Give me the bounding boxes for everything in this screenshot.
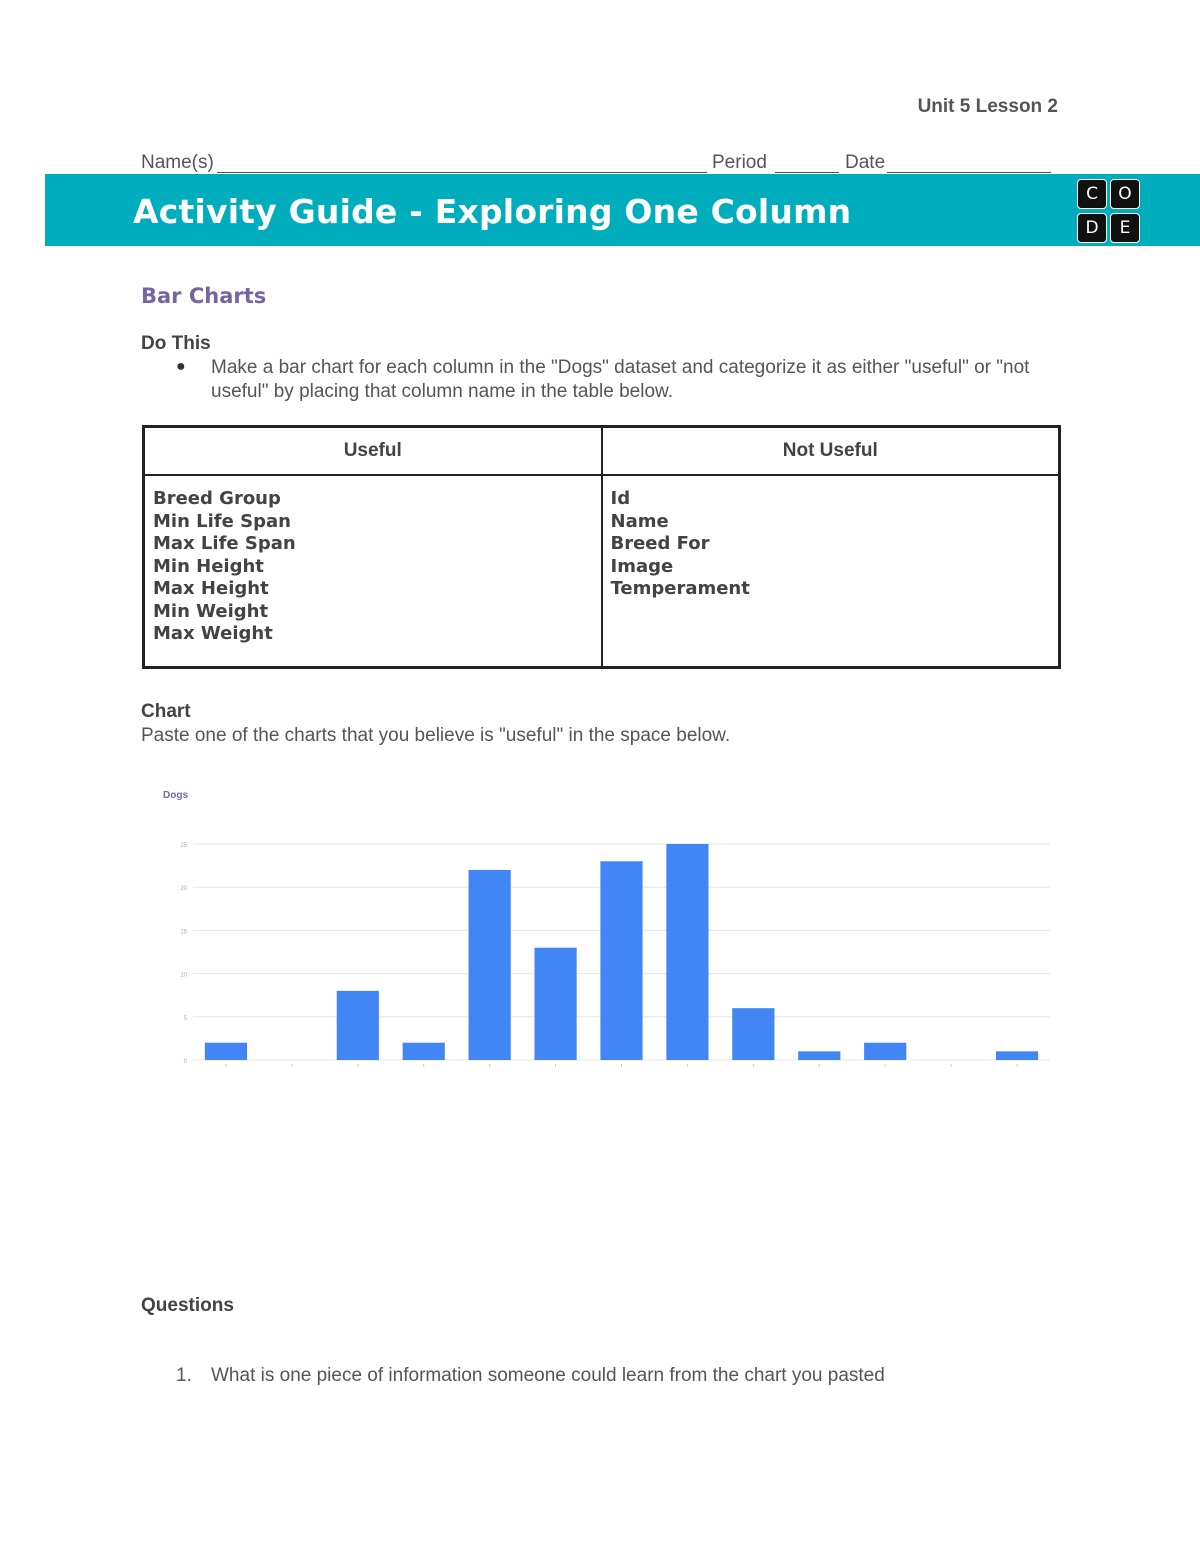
logo-letter: O [1110, 179, 1140, 209]
not-useful-item: Name [610, 510, 669, 532]
y-tick-label: 0 [183, 1059, 187, 1065]
bar [600, 861, 642, 1060]
bar [534, 948, 576, 1060]
question-text: What is one piece of information someone could learn from the chart you pasted [211, 1365, 885, 1386]
logo-letter: C [1077, 179, 1107, 209]
bar [798, 1051, 840, 1060]
useful-item: Max Life Span [153, 533, 296, 554]
date-underline [887, 172, 1051, 173]
y-tick-label: 20 [180, 886, 187, 893]
bar [205, 1043, 247, 1060]
bar [864, 1043, 906, 1060]
date-label: Date [845, 152, 886, 173]
title-banner [45, 174, 1200, 246]
logo-letter: D [1077, 213, 1107, 243]
code-logo [1077, 179, 1141, 243]
not-useful-header: Not Useful [602, 427, 1060, 476]
bar [732, 1008, 774, 1060]
not-useful-item: Image [610, 555, 674, 577]
bar [666, 844, 708, 1060]
period-underline [775, 172, 839, 173]
bar [469, 870, 511, 1060]
not-useful-cell [602, 475, 1060, 668]
bullet-icon: ● [176, 358, 186, 375]
bar [996, 1051, 1038, 1060]
useful-item: Min Height [153, 555, 264, 577]
bar [403, 1043, 445, 1060]
not-useful-item: Breed For [610, 533, 710, 554]
instruction-text: Make a bar chart for each column in the "Dogs" dataset and categorize it as either "useful" or "not useful" by placing that column name in the table below. [211, 357, 1030, 402]
useful-item: Min Weight [153, 600, 269, 622]
dogs-bar-chart [155, 780, 1060, 1080]
period-label: Period [712, 152, 767, 173]
names-label: Name(s) [141, 152, 214, 173]
useful-item: Max Weight [153, 623, 273, 644]
question-item [176, 1365, 885, 1387]
names-underline [217, 172, 707, 173]
y-tick-label: 10 [180, 972, 187, 979]
bar [337, 991, 379, 1060]
page-title: Activity Guide - Exploring One Column [133, 192, 852, 231]
useful-item: Max Height [153, 578, 269, 599]
useful-header: Useful [144, 427, 602, 476]
unit-lesson: Unit 5 Lesson 2 [917, 96, 1058, 117]
section-title: Bar Charts [141, 284, 267, 308]
y-tick-label: 25 [180, 843, 187, 849]
name-period-date-line [141, 152, 1051, 174]
chart-label: Chart [141, 701, 191, 722]
question-number: 1. [176, 1365, 192, 1386]
logo-letter: E [1110, 213, 1140, 243]
do-this-label: Do This [141, 333, 211, 354]
chart-title: Dogs [163, 790, 188, 801]
useful-cell [144, 475, 602, 668]
y-tick-label: 5 [183, 1015, 187, 1022]
not-useful-item: Temperament [610, 578, 750, 599]
chart-instruction: Paste one of the charts that you believe is "useful" in the space below. [141, 725, 731, 746]
not-useful-item: Id [610, 488, 631, 509]
questions-label: Questions [141, 1295, 234, 1316]
useful-item: Breed Group [153, 488, 281, 509]
y-tick-label: 15 [180, 929, 187, 936]
category-table [142, 425, 1061, 669]
useful-item: Min Life Span [153, 510, 291, 532]
